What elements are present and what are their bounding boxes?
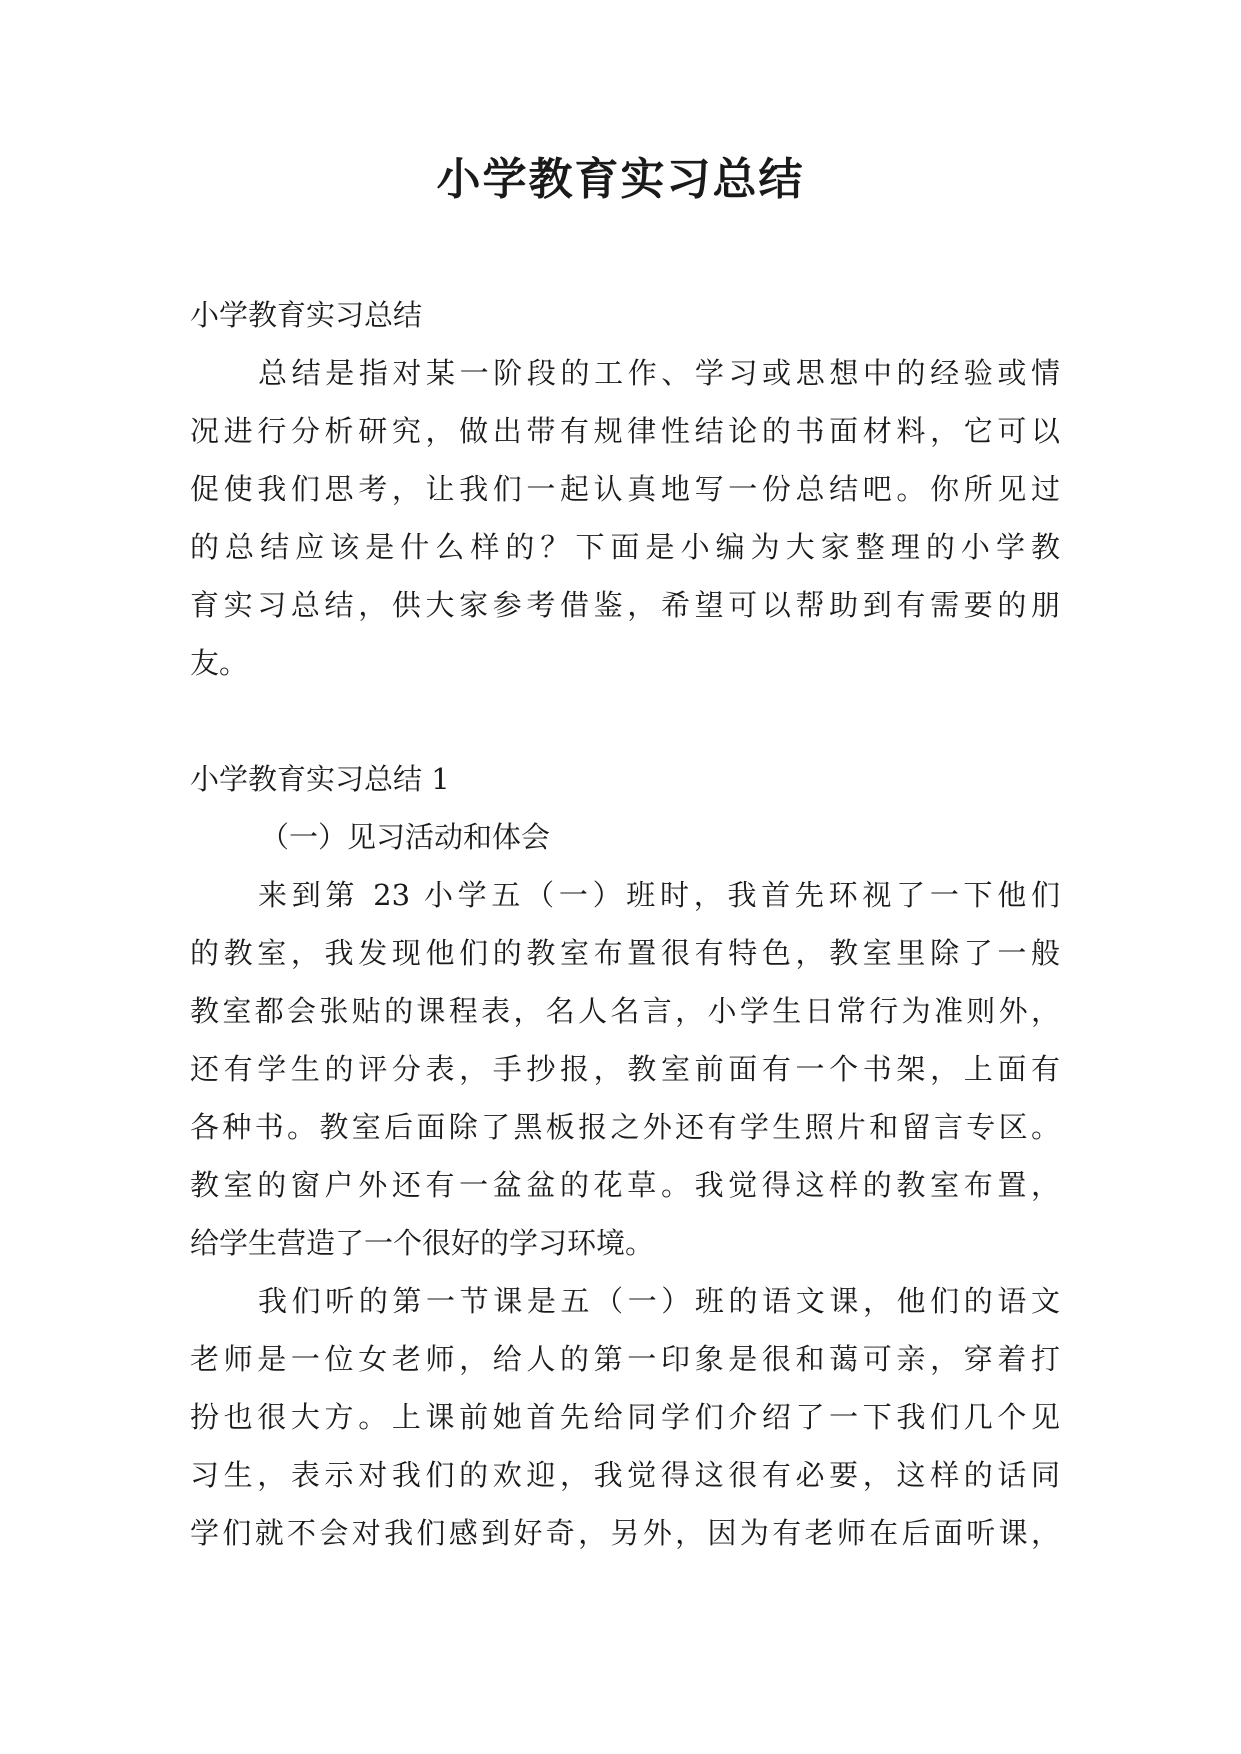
- paragraph-line: 友。: [190, 646, 249, 680]
- blank-line: [190, 692, 1060, 750]
- paragraph-line: 给学生营造了一个很好的学习环境。: [190, 1226, 655, 1260]
- paragraph-line: 促使我们思考，让我们一起认真地写一份总结吧。你所见过: [190, 472, 1060, 506]
- paragraph-line: 来到第 23 小学五（一）班时，我首先环视了一下他们: [258, 878, 1060, 912]
- paragraph-line: 各种书。教室后面除了黑板报之外还有学生照片和留言专区。: [190, 1110, 1060, 1144]
- paragraph-line: 育实习总结，供大家参考借鉴，希望可以帮助到有需要的朋: [190, 588, 1060, 622]
- paragraph-line: 老师是一位女老师，给人的第一印象是很和蔼可亲，穿着打: [190, 1342, 1060, 1376]
- paragraph-line: 还有学生的评分表，手抄报，教室前面有一个书架，上面有: [190, 1052, 1060, 1086]
- doc-heading: 小学教育实习总结: [190, 298, 423, 332]
- subsection-heading: （一）见习活动和体会: [260, 820, 551, 854]
- paragraph-line: 的教室，我发现他们的教室布置很有特色，教室里除了一般: [190, 936, 1060, 970]
- paragraph-line: 的总结应该是什么样的？下面是小编为大家整理的小学教: [190, 530, 1060, 564]
- paragraph-line: 教室的窗户外还有一盆盆的花草。我觉得这样的教室布置，: [190, 1168, 1060, 1202]
- paragraph-line: 我们听的第一节课是五（一）班的语文课，他们的语文: [258, 1284, 1060, 1318]
- paragraph-line: 教室都会张贴的课程表，名人名言，小学生日常行为准则外，: [190, 994, 1060, 1028]
- document-title: 小学教育实习总结: [436, 154, 805, 205]
- document-body: [190, 286, 1060, 1562]
- section-heading: 小学教育实习总结 1: [190, 762, 450, 796]
- paragraph-line: 况进行分析研究，做出带有规律性结论的书面材料，它可以: [190, 414, 1060, 448]
- paragraph-line: 总结是指对某一阶段的工作、学习或思想中的经验或情: [258, 356, 1060, 390]
- paragraph-line: 习生，表示对我们的欢迎，我觉得这很有必要，这样的话同: [190, 1458, 1060, 1492]
- paragraph-line: 学们就不会对我们感到好奇，另外，因为有老师在后面听课，: [190, 1516, 1060, 1550]
- paragraph-line: 扮也很大方。上课前她首先给同学们介绍了一下我们几个见: [190, 1400, 1060, 1434]
